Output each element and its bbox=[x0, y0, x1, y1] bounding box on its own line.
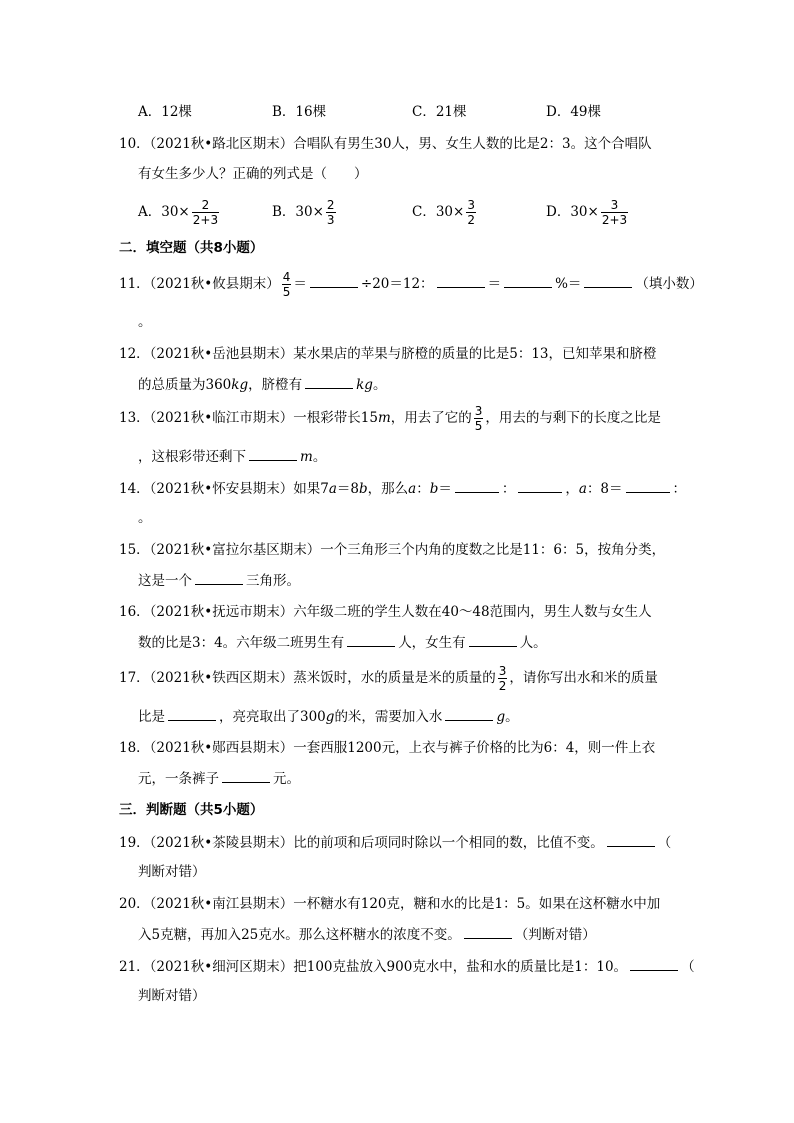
q10-option-c-pre: C．30× bbox=[412, 204, 465, 220]
q21-text: （ bbox=[681, 959, 695, 975]
q11-blank-4[interactable] bbox=[584, 273, 632, 288]
q16-text: 数的比是3：4。六年级二班男生有 bbox=[138, 635, 345, 651]
q9-option-d[interactable]: D．49棵 bbox=[546, 104, 602, 120]
q12-text: 。 bbox=[372, 377, 387, 393]
q14-text: ＝8 bbox=[336, 481, 359, 497]
fraction-denominator: 2+3 bbox=[601, 213, 628, 227]
q15-line1: 15．（2021秋•富拉尔基区期末）一个三角形三个内角的度数之比是11：6：5，按角分类， bbox=[119, 542, 666, 558]
q11-line2: 。 bbox=[138, 314, 152, 330]
fraction-denominator: 3 bbox=[326, 213, 335, 227]
q20-text: （判断对错） bbox=[514, 927, 596, 943]
q14-text: ： bbox=[672, 481, 687, 497]
q20-text: 入5克糖，再加入25克水。那么这杯糖水的浓度不变。 bbox=[138, 927, 461, 943]
q17-unit: g bbox=[496, 709, 506, 725]
q13-text: ，用去的与剩下的长度之比是 bbox=[485, 410, 661, 426]
q12-text: ，脐橙有 bbox=[248, 377, 303, 393]
q14-text: 14．（2021秋•怀安县期末）如果7 bbox=[119, 481, 329, 497]
q14-blank-3[interactable] bbox=[626, 478, 670, 493]
q14-text: ， bbox=[565, 481, 579, 497]
q13-text: 13．（2021秋•临江市期末）一根彩带长15 bbox=[119, 410, 378, 426]
q13-blank[interactable] bbox=[249, 446, 297, 461]
q11-text: ÷20＝12： bbox=[360, 276, 434, 292]
fraction-numerator: 3 bbox=[601, 198, 628, 213]
q10-option-d[interactable] bbox=[546, 198, 630, 227]
q20-line1: 20．（2021秋•南江县期末）一杯糖水有120克，糖和水的比是1：5。如果在这杯糖水中加 bbox=[119, 896, 661, 912]
q12-line2 bbox=[138, 374, 386, 395]
fraction-denominator: 5 bbox=[282, 285, 291, 299]
q14-var: a bbox=[328, 481, 337, 497]
q14-text: ： bbox=[501, 481, 516, 497]
fraction-numerator: 2 bbox=[192, 198, 219, 213]
q16-blank-2[interactable] bbox=[469, 632, 517, 647]
q15-text: 三角形。 bbox=[246, 573, 300, 589]
q12-unit: kg bbox=[356, 377, 373, 393]
fraction-numerator: 4 bbox=[282, 270, 291, 284]
q18-text: 元，一条裤子 bbox=[138, 771, 219, 787]
q14-text: ，那么 bbox=[367, 481, 409, 497]
q10-option-a[interactable] bbox=[138, 198, 221, 227]
q16-line1: 16．（2021秋•抚远市期末）六年级二班的学生人数在40～48范围内，男生人数与女生人 bbox=[119, 604, 652, 620]
q16-text: 人。 bbox=[519, 635, 547, 651]
section-2-title: 二．填空题（共8小题） bbox=[119, 240, 264, 256]
q13-line1 bbox=[119, 404, 661, 436]
q11-blank-2[interactable] bbox=[437, 273, 485, 288]
q17-fraction bbox=[498, 664, 508, 693]
fraction-denominator: 2 bbox=[498, 679, 507, 693]
q19-line2: 判断对错） bbox=[138, 864, 206, 880]
q14-var: a bbox=[408, 481, 417, 497]
q21-line2: 判断对错） bbox=[138, 988, 206, 1004]
fraction-numerator: 3 bbox=[498, 664, 507, 678]
q14-text: ： bbox=[416, 481, 430, 497]
q11-text: ＝ bbox=[293, 276, 307, 292]
q17-text: 比是 bbox=[138, 709, 165, 725]
q14-text: ：8＝ bbox=[586, 481, 623, 497]
q13-unit: m bbox=[300, 449, 313, 465]
q10-option-c-fraction bbox=[466, 198, 476, 227]
q11-line1 bbox=[119, 270, 703, 302]
q10-option-d-pre: D．30× bbox=[546, 204, 599, 220]
q14-var: a bbox=[578, 481, 587, 497]
q10-option-b-pre: B．30× bbox=[272, 204, 324, 220]
q16-line2 bbox=[138, 632, 547, 653]
q19-line1 bbox=[119, 832, 671, 853]
q10-option-a-pre: A．30× bbox=[138, 204, 190, 220]
q17-unit: g bbox=[325, 709, 335, 725]
fraction-denominator: 5 bbox=[474, 419, 483, 433]
q18-line1: 18．（2021秋•郧西县期末）一套西服1200元，上衣与裤子价格的比为6：4，则一件上衣 bbox=[119, 740, 656, 756]
q17-blank-2[interactable] bbox=[445, 706, 493, 721]
section-3-title: 三．判断题（共5小题） bbox=[119, 802, 264, 818]
q13-text: 。 bbox=[312, 449, 327, 465]
q10-line1: 10．（2021秋•路北区期末）合唱队有男生30人，男、女生人数的比是2：3。这个合唱队 bbox=[119, 136, 652, 152]
q19-blank[interactable] bbox=[607, 832, 655, 847]
q20-blank[interactable] bbox=[464, 924, 512, 939]
q14-blank-2[interactable] bbox=[518, 478, 562, 493]
q14-line1 bbox=[119, 478, 686, 499]
q9-option-c[interactable]: C．21棵 bbox=[412, 104, 467, 120]
q17-line1 bbox=[119, 664, 658, 696]
q17-text: ，亮亮取出了300 bbox=[219, 709, 326, 725]
q13-text: ，用去了它的 bbox=[390, 410, 472, 426]
q10-option-d-fraction bbox=[601, 198, 628, 227]
q10-option-a-fraction bbox=[192, 198, 219, 227]
q11-text: ＝ bbox=[487, 276, 502, 292]
q10-option-c[interactable] bbox=[412, 198, 478, 227]
q18-blank[interactable] bbox=[222, 768, 270, 783]
q12-line1: 12．（2021秋•岳池县期末）某水果店的苹果与脐橙的质量的比是5：13，已知苹果和脐橙 bbox=[119, 346, 657, 362]
q13-text: ，这根彩带还剩下 bbox=[138, 449, 246, 465]
q16-blank-1[interactable] bbox=[347, 632, 395, 647]
q11-fraction bbox=[282, 270, 292, 299]
q21-blank[interactable] bbox=[630, 956, 678, 971]
q20-line2 bbox=[138, 924, 596, 945]
q13-line2 bbox=[138, 446, 326, 467]
q14-blank-1[interactable] bbox=[455, 478, 499, 493]
q11-blank-3[interactable] bbox=[504, 273, 552, 288]
q14-text: ＝ bbox=[438, 481, 452, 497]
fraction-denominator: 2 bbox=[467, 213, 475, 227]
q19-text: 19．（2021秋•茶陵县期末）比的前项和后项同时除以一个相同的数，比值不变。 bbox=[119, 835, 604, 851]
q17-line2 bbox=[138, 706, 519, 727]
q11-text: %＝ bbox=[555, 276, 582, 292]
q12-text: 的总质量为360 bbox=[138, 377, 232, 393]
q9-option-b[interactable]: B．16棵 bbox=[272, 104, 327, 120]
q17-text: 的米，需要加入水 bbox=[334, 709, 443, 725]
q9-option-a[interactable]: A．12棵 bbox=[138, 104, 192, 120]
fraction-numerator: 2 bbox=[326, 198, 335, 212]
q14-var: b bbox=[429, 481, 439, 497]
q21-text: 21．（2021秋•细河区期末）把100克盐放入900克水中，盐和水的质量比是1：10。 bbox=[119, 959, 628, 975]
q12-blank[interactable] bbox=[305, 374, 353, 389]
q13-unit: m bbox=[377, 410, 391, 426]
q11-source: 11．（2021秋•攸县期末） bbox=[119, 276, 280, 292]
q10-option-b-fraction bbox=[326, 198, 336, 227]
fraction-numerator: 3 bbox=[474, 404, 483, 418]
q12-unit: kg bbox=[231, 377, 249, 393]
q15-text: 这是一个 bbox=[138, 573, 192, 589]
q11-blank-1[interactable] bbox=[310, 273, 358, 288]
q14-line2: 。 bbox=[138, 510, 152, 526]
q19-text: （ bbox=[657, 835, 672, 851]
fraction-numerator: 3 bbox=[467, 198, 475, 212]
q11-text: （填小数） bbox=[635, 276, 703, 292]
q21-line1 bbox=[119, 956, 695, 977]
q10-option-b[interactable] bbox=[272, 198, 338, 227]
q17-text: ，请你写出水和米的质量 bbox=[509, 670, 658, 686]
q16-text: 人，女生有 bbox=[398, 635, 466, 651]
q17-blank-1[interactable] bbox=[168, 706, 216, 721]
q15-blank[interactable] bbox=[195, 570, 243, 585]
q15-line2 bbox=[138, 570, 300, 591]
q18-text: 元。 bbox=[273, 771, 300, 787]
q17-text: 17．（2021秋•铁西区期末）蒸米饭时，水的质量是米的质量的 bbox=[119, 670, 496, 686]
q17-text: 。 bbox=[505, 709, 519, 725]
q14-var: b bbox=[359, 481, 368, 497]
q10-line2: 有女生多少人？正确的列式是（ ） bbox=[138, 166, 368, 182]
q13-fraction bbox=[474, 404, 484, 433]
q18-line2 bbox=[138, 768, 300, 789]
fraction-denominator: 2+3 bbox=[192, 213, 219, 227]
